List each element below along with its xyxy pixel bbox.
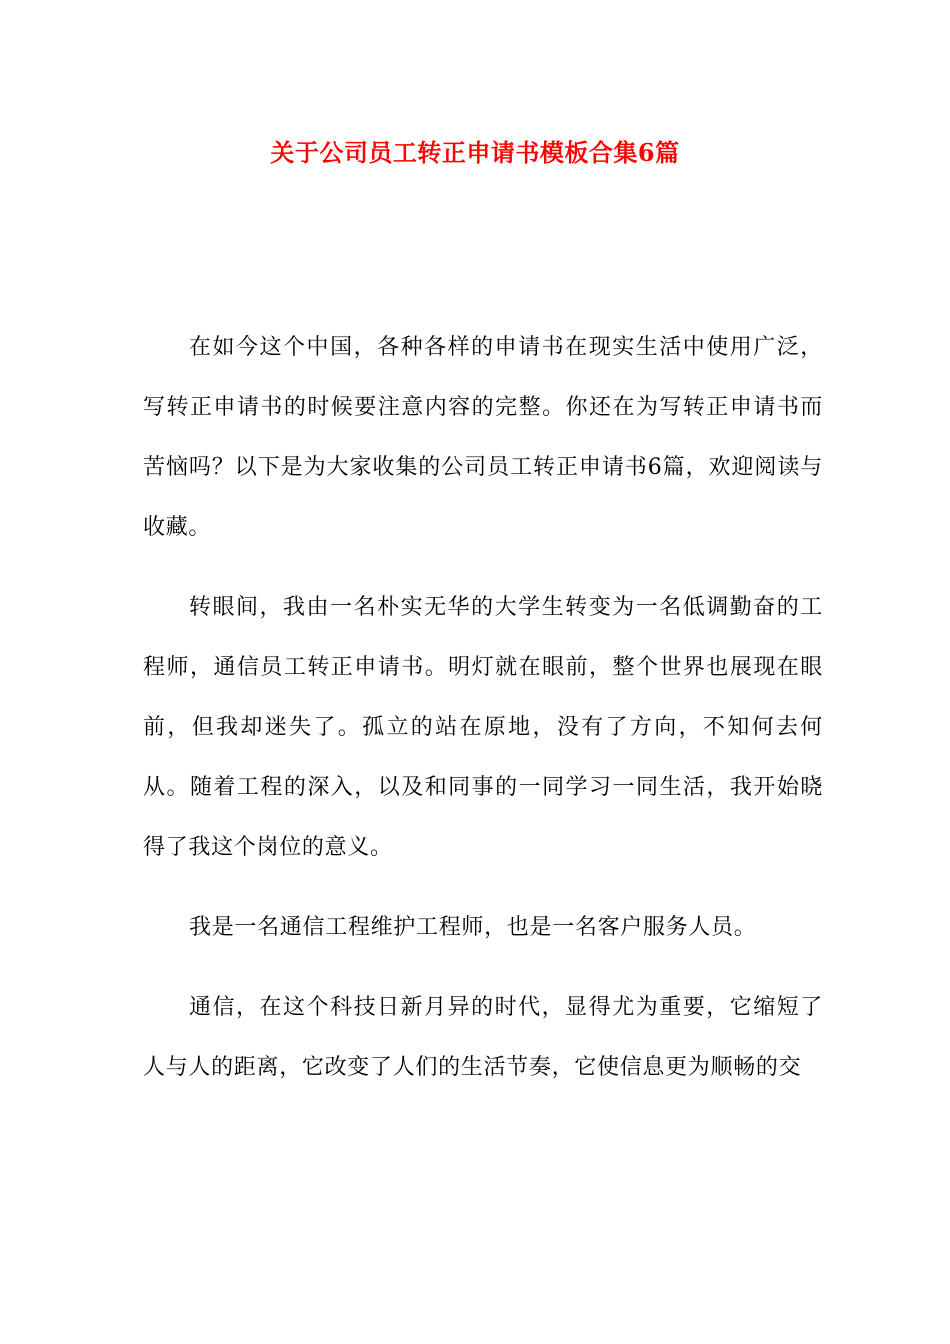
paragraph-3: 我是一名通信工程维护工程师，也是一名客户服务人员。 — [189, 915, 757, 940]
paragraph-1: 在如今这个中国，各种各样的申请书在现实生活中使用广泛，写转正申请书的时候要注意内容的完整。你还在为写转正申请书而苦恼吗？以下是为大家收集的公司员工转正申请书6篇，欢迎阅读与收藏。 — [143, 335, 823, 540]
paragraph-2: 转眼间，我由一名朴实无华的大学生转变为一名低调勤奋的工程师，通信员工转正申请书。明灯就在眼前，整个世界也展现在眼前，但我却迷失了。孤立的站在原地，没有了方向，不知何去何从。随着工程的深入，以及和同事的一同学习一同生活，我开始晓得了我这个岗位的意义。 — [143, 595, 823, 860]
document-title: 关于公司员工转正申请书模板合集6篇 — [270, 138, 680, 167]
document-body — [143, 318, 823, 1098]
paragraph-4: 通信，在这个科技日新月异的时代，显得尤为重要，它缩短了人与人的距离，它改变了人们的生活节奏，它使信息更为顺畅的交 — [143, 995, 823, 1080]
